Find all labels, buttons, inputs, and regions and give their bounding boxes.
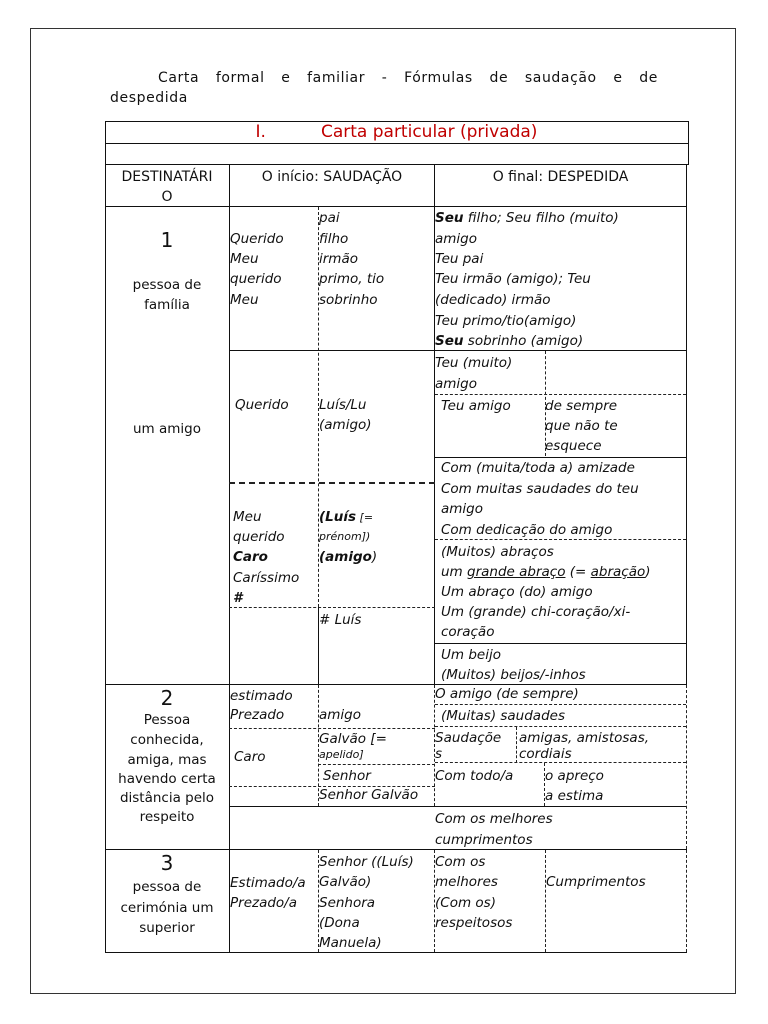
header-final: O final: DESPEDIDA [492, 169, 629, 185]
header-destinatario [105, 167, 229, 207]
group-3-greet: Estimado/a [230, 875, 306, 891]
group-2-label: respeito [139, 809, 195, 825]
table-line [435, 394, 686, 395]
group-2-farewell: cordiais [519, 746, 572, 762]
table-line [686, 685, 687, 849]
amigo-farewell-3: Um beijo [441, 647, 501, 663]
table-line [516, 727, 517, 763]
amigo-label: um amigo [132, 421, 201, 437]
group-1-who: sobrinho [319, 292, 378, 308]
group-3-who: Galvão) [319, 874, 372, 890]
table-line [229, 806, 686, 807]
group-3-greet: Prezado/a [230, 895, 298, 911]
group-1-who: irmão [319, 251, 358, 267]
group-2-farewell: O amigo (de sempre) [435, 686, 579, 702]
group-2-greet: estimado [230, 688, 293, 704]
section-heading [105, 121, 688, 143]
group-2-farewell: o apreço [545, 768, 604, 784]
group-2-number: 2 [160, 686, 174, 710]
table-border [686, 164, 687, 684]
group-3-who: Senhora [319, 895, 376, 911]
group-2-who: amigo [319, 707, 362, 723]
text: (= [565, 564, 591, 580]
bold-word: Seu [435, 333, 464, 349]
group-1-farewell-2: amigo [435, 231, 478, 247]
text: ) [645, 564, 651, 580]
amigo-farewell-2: Com muitas saudades do teu [441, 481, 639, 497]
amigo-greet-2: # [233, 590, 243, 606]
group-1-who: primo, tio [319, 271, 385, 287]
underlined-text: grande abraço [467, 564, 566, 580]
group-2-label: Pessoa [143, 712, 191, 728]
amigo-farewell-2 [441, 562, 651, 582]
group-3-number: 3 [160, 851, 174, 875]
group-3-farewell: melhores [435, 874, 498, 890]
group-3-label: pessoa de [132, 879, 202, 895]
group-2-farewell: cumprimentos [435, 832, 533, 848]
group-3-farewell: Cumprimentos [546, 874, 646, 890]
table-line [229, 607, 435, 608]
underlined-text: abração [590, 564, 646, 580]
group-2-who: Senhor [323, 768, 371, 784]
group-1-farewell-7 [435, 331, 583, 351]
table-line [105, 164, 689, 165]
amigo-farewell: amigo [435, 376, 478, 392]
table-line [105, 143, 689, 144]
group-2-label: conhecida, [130, 732, 204, 748]
amigo-farewell-2: coração [441, 624, 495, 640]
group-2-greet: Prezado [230, 707, 285, 723]
document-title [110, 68, 658, 108]
amigo-greet: Querido [235, 397, 289, 413]
farewell-text: sobrinho (amigo) [463, 333, 584, 349]
group-3-who: (Dona [319, 915, 360, 931]
table-line [229, 482, 435, 484]
amigo-farewell-2: Com dedicação do amigo [441, 522, 613, 538]
amigo-who-1: Luís/Lu [319, 397, 367, 413]
paren: ) [371, 549, 378, 565]
title-line-2: despedida [110, 90, 188, 106]
amigo-farewell: Teu (muito) [435, 355, 513, 371]
amigo-farewell-2: Um (grande) chi-coração/xi- [441, 604, 631, 620]
amigo-farewell-2: Um abraço (do) amigo [441, 584, 593, 600]
group-3-farewell: respeitosos [435, 915, 513, 931]
group-3-label: cerimónia um [120, 900, 214, 916]
table-line [435, 726, 686, 727]
amigo-farewell-3: (Muitos) beijos/-inhos [441, 667, 586, 683]
amigo-who-amigo [319, 547, 377, 567]
section-roman: I. [255, 122, 266, 142]
group-1-label-2: família [144, 297, 190, 313]
text: um [441, 564, 467, 580]
amigo-farewell: Com (muita/toda a) amizade [441, 460, 635, 476]
group-1-farewell-5: (dedicado) irmão [435, 292, 551, 308]
group-2-label: havendo certa [118, 771, 216, 787]
table-line [545, 850, 546, 952]
amigo-farewell-2: amigo [441, 501, 484, 517]
group-1-label-1: pessoa de [132, 277, 202, 293]
header-destinatario-2: O [161, 189, 173, 205]
group-1-farewell-1 [435, 208, 619, 228]
bold-word: amigo [325, 549, 372, 565]
amigo-farewell-2: (Muitos) abraços [441, 544, 554, 560]
group-1-greet: querido [230, 271, 282, 287]
amigo-who-2: (amigo) [319, 417, 372, 433]
group-2-farewell: Saudaçõe [435, 730, 502, 746]
group-3-who: Manuela) [319, 935, 382, 951]
amigo-who-note: prénom]) [319, 530, 371, 543]
bold-word: Seu [435, 210, 464, 226]
title-line-1: Carta formal e familiar - Fórmulas de saudação e de [158, 70, 658, 86]
group-2-farewell: s [435, 746, 443, 762]
amigo-farewell: de sempre [545, 398, 618, 414]
group-1-greet: Meu [230, 251, 259, 267]
group-1-farewell-6: Teu primo/tio(amigo) [435, 313, 577, 329]
group-2-who: Senhor Galvão [319, 787, 419, 803]
group-3-who: Senhor ((Luís) [319, 854, 414, 870]
header-inicio: O início: SAUDAÇÃO [261, 169, 403, 185]
group-1-who: filho [319, 231, 349, 247]
group-1-number: 1 [160, 228, 174, 252]
table-border [105, 952, 687, 953]
group-2-farewell: (Muitas) saudades [441, 708, 565, 724]
amigo-greet-2: Meu [233, 509, 262, 525]
group-3-farewell: (Com os) [435, 895, 496, 911]
header-destinatario-1: DESTINATÁRI [121, 169, 213, 185]
group-2-farewell: Com os melhores [435, 811, 553, 827]
amigo-who-3: # Luís [319, 612, 362, 628]
group-2-label: amiga, mas [127, 752, 207, 768]
group-3-farewell: Com os [435, 854, 486, 870]
amigo-farewell: esquece [545, 438, 602, 454]
group-2-greet: Caro [234, 749, 266, 765]
amigo-who-name [319, 507, 373, 528]
amigo-greet-2: Caríssimo [233, 570, 300, 586]
group-2-farewell: a estima [545, 788, 604, 804]
section-label: Carta particular (privada) [320, 122, 538, 142]
amigo-greet-2: querido [233, 529, 285, 545]
amigo-greet-2: Caro [233, 549, 268, 565]
paren: ( [319, 509, 326, 525]
group-1-greet: Meu [230, 292, 259, 308]
amigo-farewell: Teu amigo [441, 398, 511, 414]
group-2-farewell: amigas, amistosas, [519, 730, 650, 746]
amigo-farewell: que não te [545, 418, 618, 434]
group-2-label: distância pelo [119, 790, 215, 806]
group-2-farewell: Com todo/a [435, 768, 514, 784]
group-3-label: superior [139, 920, 195, 936]
farewell-text: filho; Seu filho (muito) [463, 210, 619, 226]
paren: ( [319, 549, 326, 565]
group-1-farewell-4: Teu irmão (amigo); Teu [435, 271, 591, 287]
group-1-farewell-3: Teu pai [435, 251, 484, 267]
table-border [688, 121, 689, 164]
group-1-greet: Querido [230, 231, 284, 247]
table-line [435, 704, 686, 705]
group-2-who-note: apelido] [319, 748, 364, 761]
bold-word: Luís [325, 509, 357, 525]
table-line [686, 850, 687, 952]
small-note: [= [356, 511, 374, 524]
text: Galvão [= [319, 731, 387, 747]
group-1-who: pai [319, 210, 340, 226]
